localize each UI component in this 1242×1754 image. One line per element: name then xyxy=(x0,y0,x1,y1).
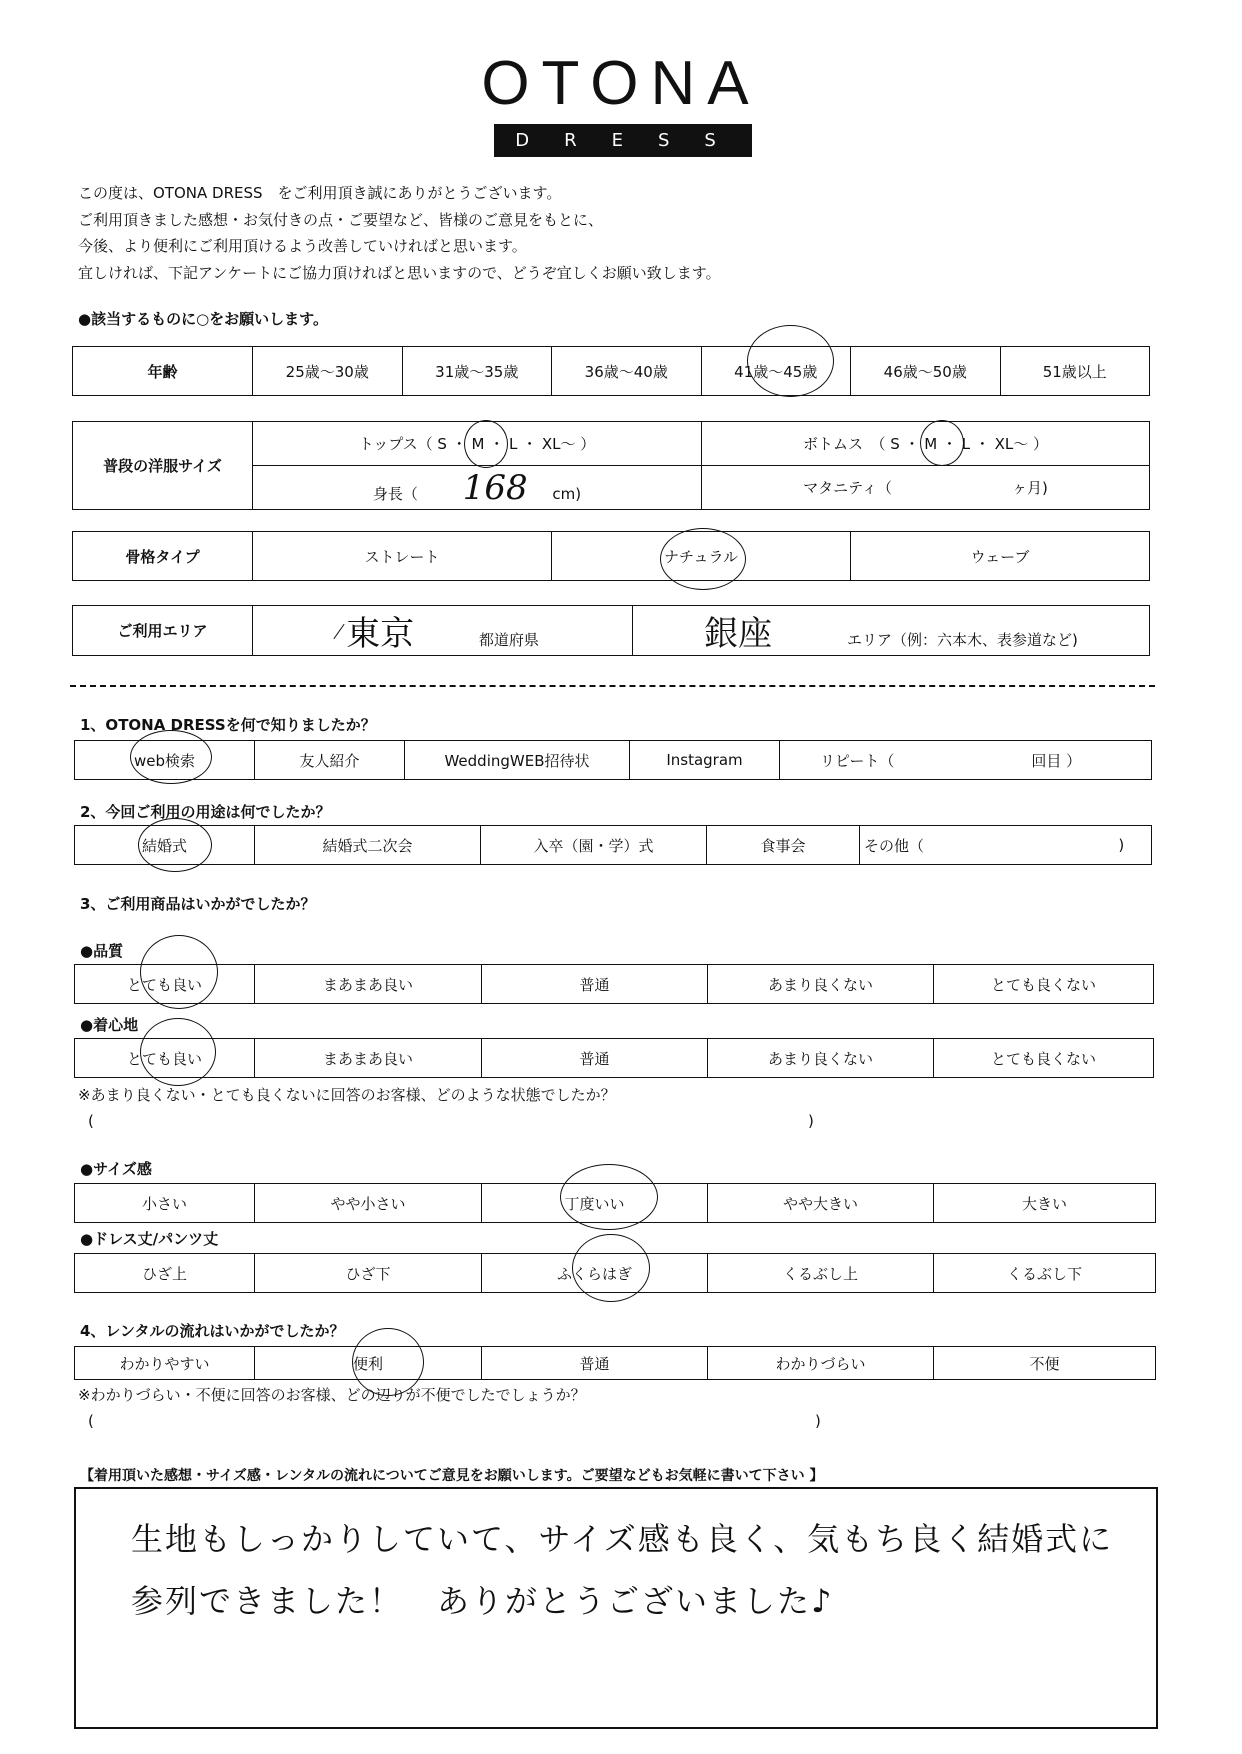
comment-title: 【着用頂いた感想・サイズ感・レンタルの流れについてご意見をお願いします。ご要望などもお気軽に書いて下さい 】 xyxy=(80,1468,824,1484)
comment-line: 生地もしっかりしていて、サイズ感も良く、気もち良く結婚式に xyxy=(131,1520,1114,1558)
divider xyxy=(70,685,1155,687)
q4-paren-close: ) xyxy=(815,1412,821,1430)
logo-otona: OTONA xyxy=(481,49,761,118)
intro-line: 宜しければ、下記アンケートにご協力頂ければと思いますので、どうぞ宜しくお願い致します。 xyxy=(78,263,721,282)
comfort-option[interactable]: あまり良くない xyxy=(708,1039,934,1078)
quality-option[interactable]: 普通 xyxy=(482,965,708,1004)
intro-text xyxy=(78,180,721,286)
selection-circle xyxy=(747,325,834,397)
comfort-option[interactable]: 普通 xyxy=(482,1039,708,1078)
q1-title: 1、OTONA DRESSを何で知りましたか？ xyxy=(80,716,376,734)
selection-circle xyxy=(920,420,964,466)
selection-circle xyxy=(464,420,508,468)
fit-option[interactable]: やや小さい xyxy=(255,1184,482,1223)
frame-option-selected[interactable]: ナチュラル xyxy=(552,532,851,581)
q3-title: 3、ご利用商品はいかがでしたか？ xyxy=(80,895,316,913)
selection-circle xyxy=(352,1328,424,1396)
comment-line: 参列できました！ ありがとうございました♪ xyxy=(131,1582,834,1620)
q2-option[interactable]: 入卒（園・学）式 xyxy=(481,826,707,865)
age-option-selected[interactable]: 41歳～45歳 xyxy=(701,347,851,396)
q4-paren-open: ( xyxy=(88,1412,94,1430)
length-option[interactable]: ひざ下 xyxy=(255,1254,482,1293)
q1-repeat-option[interactable]: リピート（ xyxy=(780,741,962,780)
intro-line: この度は、OTONA DRESS をご利用頂き誠にありがとうございます。 xyxy=(78,184,562,202)
quality-option[interactable]: あまり良くない xyxy=(708,965,934,1004)
frame-option[interactable]: ウェーブ xyxy=(851,532,1150,581)
selection-circle xyxy=(140,935,218,1009)
prefecture-label: 都道府県 xyxy=(478,631,539,649)
height-label: 身長（ xyxy=(372,484,418,503)
q4-option-selected[interactable]: 便利 xyxy=(255,1347,482,1380)
comfort-label: ●着心地 xyxy=(80,1016,139,1034)
maternity-field[interactable]: マタニティ（ ヶ月) xyxy=(702,466,1150,510)
selection-circle xyxy=(660,528,746,590)
q1-option-selected[interactable]: web検索 xyxy=(75,741,255,780)
q2-title: 2、今回ご利用の用途は何でしたか？ xyxy=(80,803,331,821)
comfort-note: ※あまり良くない・とても良くないに回答のお客様、どのような状態でしたか？ xyxy=(78,1086,616,1104)
length-option[interactable]: ひざ上 xyxy=(75,1254,255,1293)
q4-option[interactable]: わかりやすい xyxy=(75,1347,255,1380)
intro-line: ご利用頂きました感想・お気付きの点・ご要望など、皆様のご意見をもとに、 xyxy=(78,210,604,229)
quality-table xyxy=(74,964,1154,1004)
length-option-selected[interactable]: ふくらはぎ xyxy=(482,1254,708,1293)
area-field[interactable] xyxy=(633,606,1150,656)
q1-table xyxy=(74,740,1152,780)
q4-option[interactable]: 普通 xyxy=(482,1347,708,1380)
area-table xyxy=(72,605,1150,656)
comfort-option[interactable]: とても良くない xyxy=(934,1039,1154,1078)
quality-option[interactable]: まあまあ良い xyxy=(255,965,482,1004)
bottoms-size[interactable]: ボトムス （ S ・ M ・ L ・ XL～ ） xyxy=(702,422,1150,466)
selection-circle xyxy=(560,1164,658,1230)
area-example-label: エリア（例：六本木、表参道など) xyxy=(846,631,1078,649)
comfort-option[interactable]: まあまあ良い xyxy=(255,1039,482,1078)
comfort-option-selected[interactable]: とても良い xyxy=(75,1039,255,1078)
selection-circle xyxy=(140,1018,216,1086)
selection-circle xyxy=(572,1234,650,1302)
selection-circle xyxy=(138,818,212,872)
instruction-heading: ●該当するものに○をお願いします。 xyxy=(78,310,328,328)
height-unit: cm) xyxy=(552,484,582,503)
frame-table xyxy=(72,531,1150,581)
frame-label: 骨格タイプ xyxy=(73,532,253,581)
length-option[interactable]: くるぶし上 xyxy=(708,1254,934,1293)
length-option[interactable]: くるぶし下 xyxy=(934,1254,1156,1293)
q2-option[interactable]: 結婚式二次会 xyxy=(255,826,481,865)
q4-option[interactable]: わかりづらい xyxy=(708,1347,934,1380)
size-label: 普段の洋服サイズ xyxy=(73,422,253,510)
fit-option-selected[interactable]: 丁度いい xyxy=(482,1184,708,1223)
age-table xyxy=(72,346,1150,396)
age-option[interactable]: 31歳～35歳 xyxy=(402,347,552,396)
comment-box[interactable] xyxy=(74,1487,1158,1729)
age-label: 年齢 xyxy=(73,347,253,396)
q1-option[interactable]: 友人紹介 xyxy=(255,741,405,780)
q2-option[interactable]: 食事会 xyxy=(707,826,860,865)
fit-option[interactable]: 大きい xyxy=(934,1184,1156,1223)
selection-circle xyxy=(130,730,212,784)
q2-table xyxy=(74,825,1152,865)
q4-option[interactable]: 不便 xyxy=(934,1347,1156,1380)
size-table xyxy=(72,421,1150,510)
age-option[interactable]: 25歳～30歳 xyxy=(253,347,403,396)
q2-other-close: ) xyxy=(1092,826,1152,865)
quality-label: ●品質 xyxy=(80,942,124,960)
q2-other-option[interactable]: その他（ xyxy=(860,826,1092,865)
comfort-paren-close: ) xyxy=(808,1112,814,1130)
q2-option-selected[interactable]: 結婚式 xyxy=(75,826,255,865)
q1-option[interactable]: WeddingWEB招待状 xyxy=(405,741,630,780)
area-value: 銀座 xyxy=(704,614,773,654)
comfort-paren-open: ( xyxy=(88,1112,94,1130)
q1-option[interactable]: Instagram xyxy=(630,741,780,780)
q4-table xyxy=(74,1346,1156,1380)
age-option[interactable]: 51歳以上 xyxy=(1000,347,1150,396)
area-label: ご利用エリア xyxy=(73,606,253,656)
q1-repeat-count[interactable]: 回目 ） xyxy=(962,741,1152,780)
prefecture-value: 東京 xyxy=(346,614,415,654)
q4-note: ※わかりづらい・不便に回答のお客様、どの辺りが不便でしたでしょうか？ xyxy=(78,1386,586,1404)
fit-label: ●サイズ感 xyxy=(80,1160,152,1178)
intro-line: 今後、より便利にご利用頂けるよう改善していければと思います。 xyxy=(78,237,527,255)
fit-option[interactable]: 小さい xyxy=(75,1184,255,1223)
age-option[interactable]: 36歳～40歳 xyxy=(552,347,702,396)
frame-option[interactable]: ストレート xyxy=(253,532,552,581)
prefecture-field[interactable] xyxy=(253,606,633,656)
logo-dress-bar: DRESS xyxy=(494,124,752,157)
height-value: 168 xyxy=(462,467,528,508)
length-label: ●ドレス丈/パンツ丈 xyxy=(80,1230,219,1248)
tops-size[interactable]: トップス（ S ・ M ・ L ・ XL～ ） xyxy=(253,422,702,466)
age-option[interactable]: 46歳～50歳 xyxy=(851,347,1001,396)
height-field[interactable] xyxy=(253,466,702,510)
fit-option[interactable]: やや大きい xyxy=(708,1184,934,1223)
comfort-table xyxy=(74,1038,1154,1078)
quality-option-selected[interactable]: とても良い xyxy=(75,965,255,1004)
q4-title: 4、レンタルの流れはいかがでしたか？ xyxy=(80,1322,345,1340)
quality-option[interactable]: とても良くない xyxy=(934,965,1154,1004)
